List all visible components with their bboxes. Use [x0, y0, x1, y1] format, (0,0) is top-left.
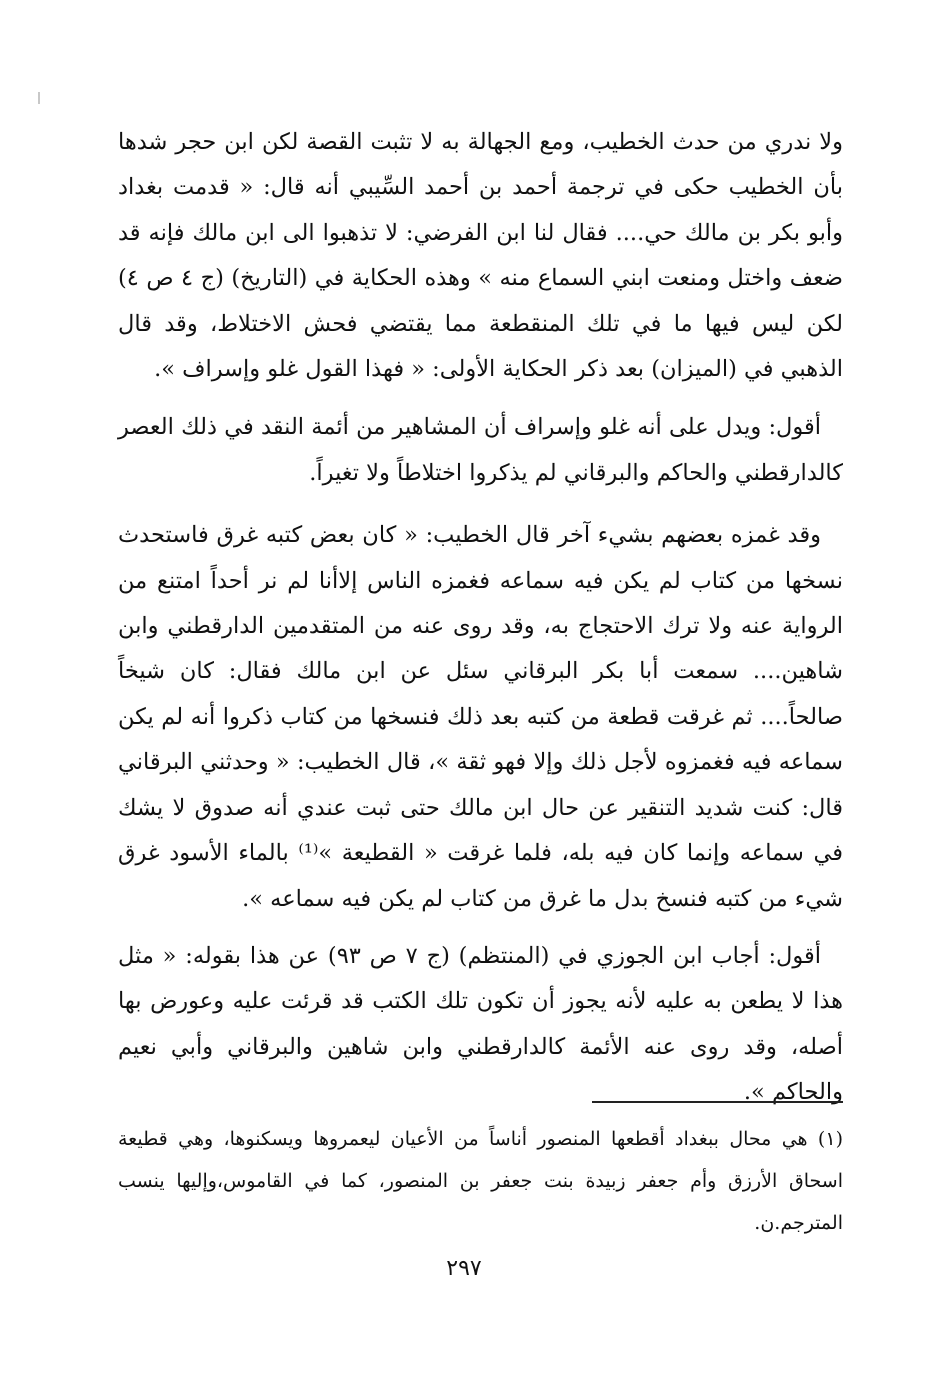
footnote-text: هي محال ببغداد أقطعها المنصور أناساً من الأعيان ليعمروها ويسكنوها، وهي قطيعة اسحاق الأرزق وأم جعفر زبيدة بنت جعفر بن المنصور، كما في القاموس،وإليها ينسب المترجم.ن.	[118, 1128, 843, 1234]
paragraph-4: أقول: أجاب ابن الجوزي في (المنتظم) (ج ٧ ص ٩٣) عن هذا بقوله: « مثل هذا لا يطعن به عليه لأنه يجوز أن تكون تلك الكتب قد قرئت عليه وعورض بها أصله، وقد روى عنه الأئمة كالدارقطني وابن شاهين والبرقاني وأبي نعيم والحاكم ».	[118, 942, 843, 1106]
footnotes	[118, 1118, 843, 1244]
scan-edge-mark	[38, 92, 40, 104]
paragraph-2: أقول: ويدل على أنه غلو وإسراف أن المشاهير من أئمة النقد في ذلك العصر كالدارقطني والحاكم والبرقاني لم يذكروا اختلاطاً ولا تغيراً.	[118, 414, 843, 486]
paragraph-3: وقد غمزه بعضهم بشيء آخر قال الخطيب: « كان بعض كتبه غرق فاستحدث نسخها من كتاب لم يكن فيه سماعه فغمزه الناس إلاأنا لم نر أحداً امتنع من الرواية عنه ولا ترك الاحتجاج به، وقد روى عنه من المتقدمين الدارقطني وابن شاهين.... سمعت أبا بكر البرقاني سئل عن ابن مالك فقال: كان شيخاً صالحاً.... ثم غرقت قطعة من كتبه بعد ذلك فنسخها من كتاب ذكروا أنه لم يكن سماعه فيه فغمزوه لأجل ذلك وإلا فهو ثقة »، قال الخطيب: « وحدثني البرقاني قال: كنت شديد التنقير عن حال ابن مالك حتى ثبت عندي أنه صدوق لا يشك في سماعه وإنما كان فيه بله، فلما غرقت « القطيعة »⁽¹⁾ بالماء الأسود غرق شيء من كتبه فنسخ بدل ما غرق من كتاب لم يكن فيه سماعه ».	[118, 522, 843, 912]
main-text	[118, 120, 843, 1128]
footnote-number: (١)	[817, 1128, 843, 1150]
footnote-1	[118, 1118, 843, 1244]
page-number: ٢٩٧	[446, 1256, 482, 1281]
footnote-divider	[592, 1101, 843, 1103]
paragraph-1: ولا ندري من حدث الخطيب، ومع الجهالة به لا تثبت القصة لكن ابن حجر شدها بأن الخطيب حكى في ترجمة أحمد بن أحمد السِّيبي أنه قال: « قدمت بغداد وأبو بكر بن مالك حي.... فقال لنا ابن الفرضي: لا تذهبوا الى ابن مالك فإنه قد ضعف واختل ومنعت ابني السماع منه » وهذه الحكاية في (التاريخ) (ج ٤ ص ٤) لكن ليس فيها ما في تلك المنقطعة مما يقتضي فحش الاختلاط، وقد قال الذهبي في (الميزان) بعد ذكر الحكاية الأولى: « فهذا القول غلو وإسراف ».	[118, 129, 843, 383]
